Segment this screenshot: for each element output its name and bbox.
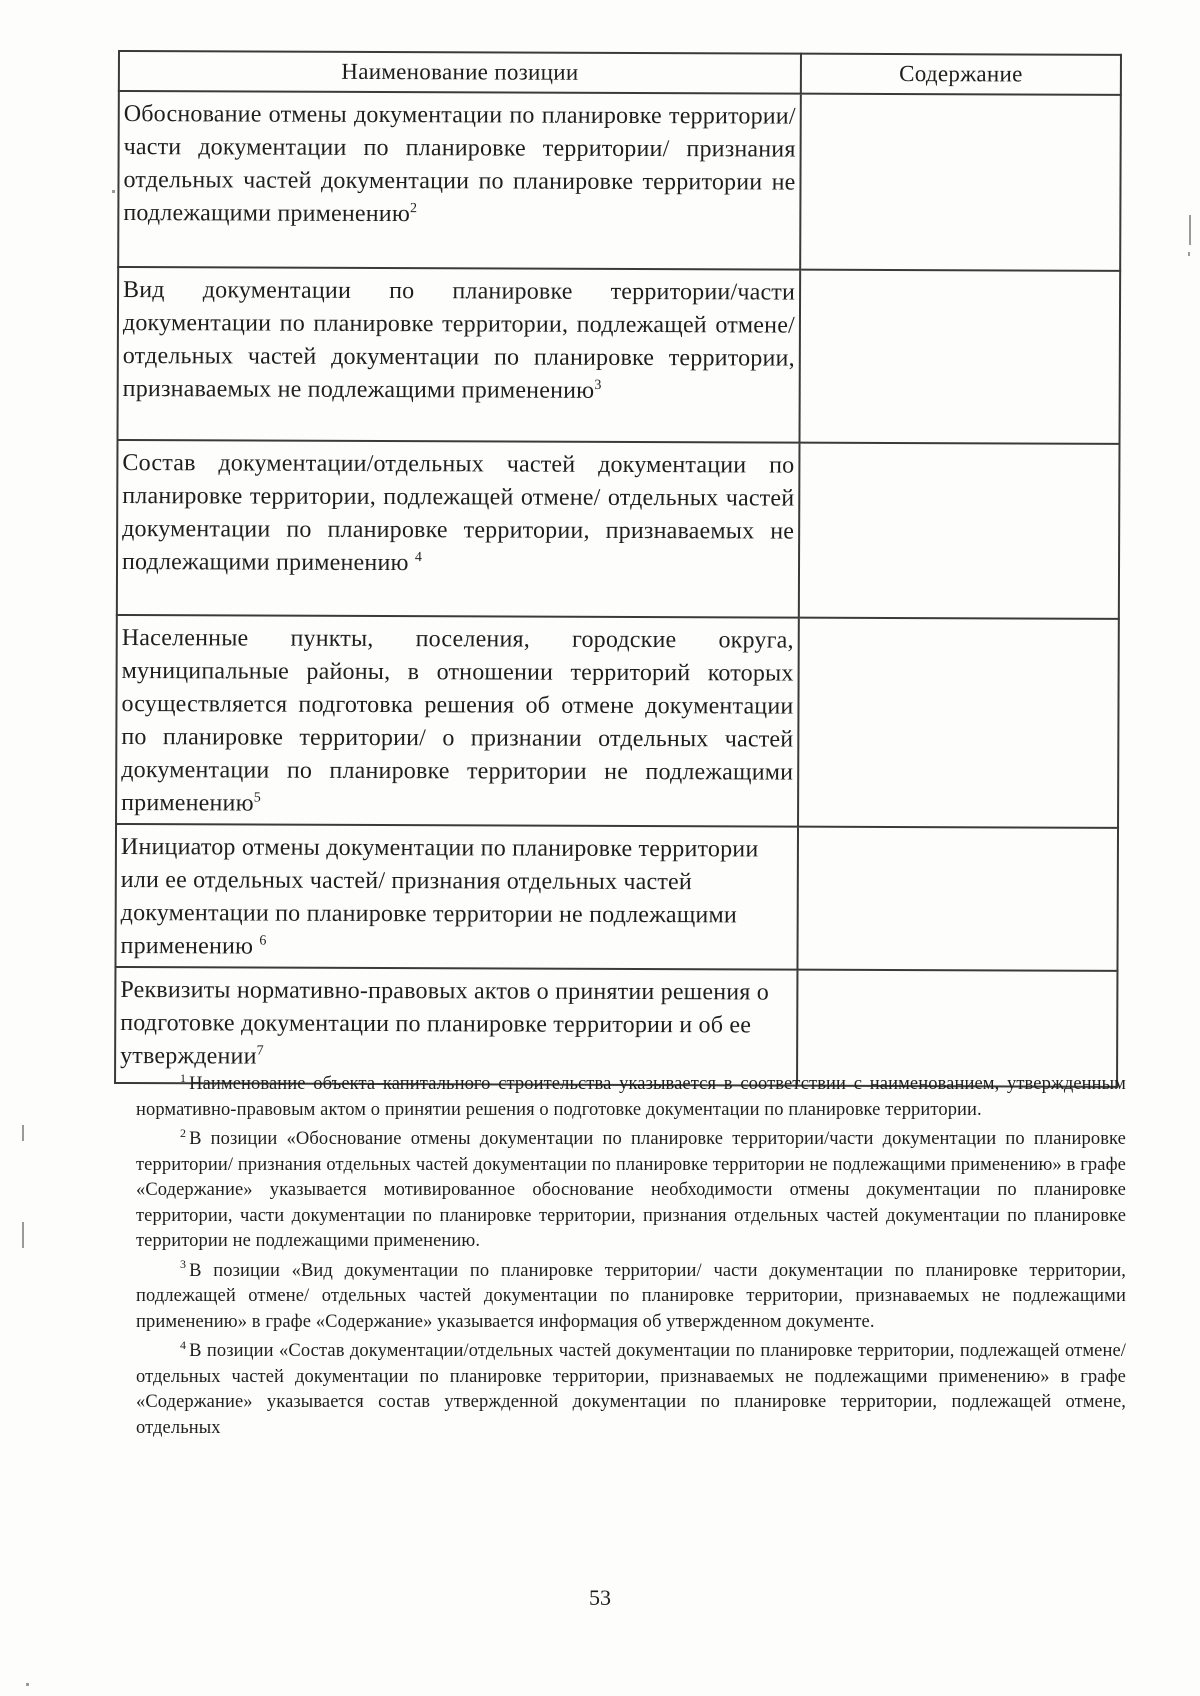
- footnote: [136, 1339, 1126, 1441]
- scan-artifact: [22, 1125, 24, 1141]
- footnote-number: 3: [180, 1257, 187, 1272]
- scan-artifact: [26, 1683, 29, 1686]
- table-row: [115, 967, 1117, 1087]
- footnote-number: 2: [180, 1125, 187, 1140]
- position-name-text: Состав документации/отдельных частей документации по планировке территории, подлежащей отмене/ отдельных частей документации по планировке территории, признаваемых не подлежащими применению: [121, 450, 795, 577]
- footnote-ref: 5: [253, 790, 262, 806]
- position-name-cell: [116, 615, 799, 827]
- table-header-row: [119, 51, 1121, 95]
- footnote-ref: 7: [256, 1043, 264, 1059]
- table-row: [117, 440, 1120, 619]
- scan-artifact: [22, 1222, 24, 1248]
- scan-artifact: [1189, 215, 1191, 245]
- position-name-text: Вид документации по планировке территории/части документации по планировке территории, подлежащей отмене/ отдельных частей документации по планировке территории, признаваемых не подлежащими применению: [122, 277, 796, 404]
- position-name-text: Населенные пункты, поселения, городские округа, муниципальные районы, в отношении территорий которых осуществляется подготовка решения об отмене документации по планировке территории/ о признании отдельных частей документации по планировке территории не подлежащими применению: [121, 625, 794, 817]
- position-name-text: Инициатор отмены документации по планировке территории или ее отдельных частей/ признания отдельных частей документации по планировке территории не подлежащими применению: [120, 834, 759, 960]
- position-name-cell: [118, 91, 801, 270]
- footnotes: [136, 1072, 1126, 1445]
- footnote-number: 1: [180, 1070, 187, 1085]
- position-name-text: Реквизиты нормативно-правовых актов о принятии решения о подготовке документации по планировке территории и об ее утверждении: [120, 977, 770, 1070]
- table-row: [116, 615, 1119, 828]
- content-cell: [797, 827, 1118, 971]
- table-row: [118, 267, 1121, 444]
- scan-artifact: [112, 190, 115, 193]
- page-number: 53: [589, 1585, 611, 1610]
- footnote-ref: 2: [409, 201, 418, 217]
- content-cell: [798, 618, 1119, 828]
- position-name-cell: [115, 967, 797, 1086]
- footnote: [136, 1259, 1126, 1336]
- content-cell: [799, 270, 1120, 444]
- content-cell: [797, 970, 1117, 1087]
- content-cell: [799, 443, 1120, 619]
- footnote-text: Наименование объекта капитального строительства указывается в соответствии с наименованием, утвержденным нормативно-правовым актом о принятии решения о подготовке документации по планировке территории.: [136, 1074, 1126, 1120]
- scan-artifact: [1188, 252, 1190, 256]
- positions-table: [114, 50, 1122, 1088]
- footnote-text: В позиции «Обоснование отмены документации по планировке территории/части документации по планировке территории/ признания отдельных частей документации по планировке территории не подлежащими применению» в графе «Содержание» указывается мотивированное обоснование необходимости отмены документации по планировке территории, части документации по планировке территории, признания отдельных частей документации по планировке территории не подлежащими применению.: [136, 1129, 1126, 1251]
- footnote-ref: 4: [414, 550, 423, 566]
- footnote-ref: 6: [259, 933, 267, 949]
- footnote: [136, 1072, 1126, 1123]
- footnote: [136, 1127, 1126, 1255]
- position-name-cell: [118, 267, 801, 443]
- header-content: Содержание: [801, 54, 1121, 95]
- footnote-ref: 3: [594, 377, 602, 393]
- table-row: [115, 824, 1118, 971]
- position-name-text: Обоснование отмены документации по планировке территории/части документации по планировке территории/ признания отдельных частей документации по планировке территории не подлежащими применению: [123, 101, 796, 228]
- header-position-name: Наименование позиции: [119, 51, 801, 94]
- content-cell: [800, 94, 1121, 271]
- footnote-text: В позиции «Состав документации/отдельных частей документации по планировке территории, подлежащей отмене/ отдельных частей документации по планировке территории, признаваемых не подлежащими применению» в графе «Содержание» указывается состав утвержденной документации по планировке территории, подлежащей отмене, отдельных: [136, 1341, 1126, 1438]
- footnote-number: 4: [180, 1337, 187, 1352]
- position-name-cell: [115, 824, 798, 970]
- position-name-cell: [117, 440, 800, 618]
- footnote-text: В позиции «Вид документации по планировке территории/ части документации по планировке территории, подлежащей отмене/ отдельных частей документации по планировке территории, признаваемых не подлежащими применению» в графе «Содержание» указывается информация об утвержденном документе.: [136, 1260, 1126, 1332]
- table-row: [118, 91, 1121, 271]
